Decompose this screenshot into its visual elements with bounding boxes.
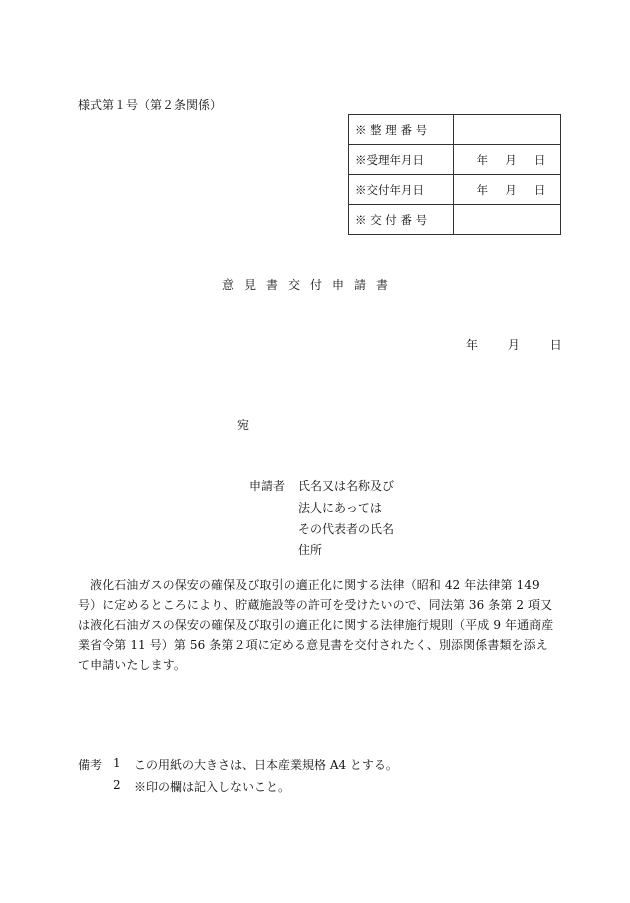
applicant-representative-line: その代表者の氏名 bbox=[298, 522, 395, 536]
month-unit: 月 bbox=[507, 338, 520, 352]
notes-label: 備考 bbox=[78, 758, 103, 772]
year-unit: 年 bbox=[476, 152, 489, 167]
office-label-receipt-date: ※受理年月日 bbox=[349, 145, 454, 175]
note-number: 1 bbox=[113, 756, 121, 770]
applicant-name-line: 氏名又は名称及び bbox=[298, 479, 395, 493]
applicant-address-line: 住所 bbox=[298, 543, 323, 557]
addressee-suffix: 宛 bbox=[237, 418, 250, 432]
day-unit: 日 bbox=[533, 182, 546, 197]
document-title: 意見書交付申請書 bbox=[222, 278, 399, 292]
table-row bbox=[349, 145, 561, 175]
applicant-label: 申請者 bbox=[249, 479, 286, 493]
office-value-issue-date bbox=[454, 175, 561, 205]
application-date bbox=[466, 336, 562, 353]
year-unit: 年 bbox=[466, 338, 479, 352]
note-number: 2 bbox=[113, 778, 121, 792]
table-row bbox=[349, 115, 561, 145]
note-text: ※印の欄は記入しないこと。 bbox=[134, 780, 291, 794]
table-row bbox=[349, 205, 561, 235]
application-body-text: 液化石油ガスの保安の確保及び取引の適正化に関する法律（昭和 42 年法律第 149 号）に定めるところにより、貯蔵施設等の許可を受けたいので、同法第 36 条第 2 項又は液化石油ガスの保安の確保及び取引の適正化に関する法律施行規則（平成 9 年通商産業省令第 11 号）第 56 条第２項に定める意見書を交付されたく、別添関係書類を添えて申請いたします。 bbox=[78, 578, 554, 672]
year-unit: 年 bbox=[476, 182, 489, 197]
office-label-issue-date: ※交付年月日 bbox=[349, 175, 454, 205]
office-value-issue-number bbox=[454, 205, 561, 235]
month-unit: 月 bbox=[505, 152, 517, 167]
office-label-issue-number: ※ 交 付 番 号 bbox=[349, 205, 454, 235]
office-use-table bbox=[348, 114, 561, 235]
office-label-reference-number: ※ 整 理 番 号 bbox=[349, 115, 454, 145]
office-value-receipt-date bbox=[454, 145, 561, 175]
form-number: 様式第１号（第２条関係） bbox=[78, 98, 223, 112]
note-text: この用紙の大きさは、日本産業規格 A4 とする。 bbox=[134, 758, 398, 772]
day-unit: 日 bbox=[549, 338, 562, 352]
office-value-reference-number bbox=[454, 115, 561, 145]
month-unit: 月 bbox=[505, 182, 517, 197]
table-row bbox=[349, 175, 561, 205]
day-unit: 日 bbox=[533, 152, 546, 167]
applicant-corp-line: 法人にあっては bbox=[298, 501, 382, 515]
